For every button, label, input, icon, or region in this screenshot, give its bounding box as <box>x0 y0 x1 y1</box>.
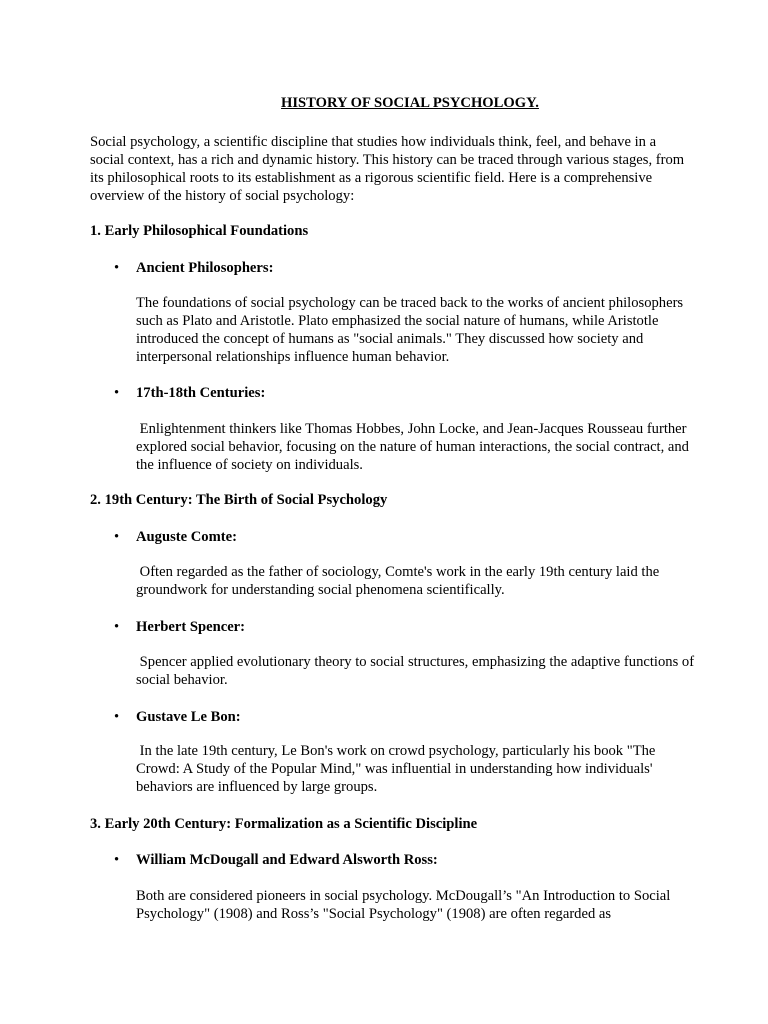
item-text: Often regarded as the father of sociology, Comte's work in the early 19th century laid the groundwork for understanding social phenomena scientifically. <box>136 564 663 598</box>
bullet-icon: • <box>114 385 120 401</box>
item-text: The foundations of social psychology can be traced back to the works of ancient philosophers such as Plato and Aristotle. Plato emphasized the social nature of humans, while Aristotle introduced the concept of humans as "social animals." They discussed how society and interpersonal relationships influence human behavior. <box>136 295 684 365</box>
bullet-icon: • <box>114 529 120 545</box>
item-label: Herbert Spencer: <box>136 619 246 635</box>
item-text: Enlightenment thinkers like Thomas Hobbes, John Locke, and Jean-Jacques Rousseau further explored social behavior, focusing on the nature of human interactions, the social contract, and the influence of society on individuals. <box>136 421 693 473</box>
item-label: William McDougall and Edward Alsworth Ross: <box>136 852 438 868</box>
bullet-icon: • <box>114 619 120 635</box>
item-label: Gustave Le Bon: <box>136 709 241 725</box>
section-heading: 2. 19th Century: The Birth of Social Psychology <box>90 492 388 508</box>
bullet-icon: • <box>114 709 120 725</box>
document-title: HISTORY OF SOCIAL PSYCHOLOGY. <box>281 95 539 111</box>
bullet-icon: • <box>114 260 120 276</box>
intro-paragraph: Social psychology, a scientific discipline that studies how individuals think, feel, and behave in a social context, has a rich and dynamic history. This history can be traced through various stages, from its philosophical roots to its establishment as a rigorous scientific field. Here is a comprehensive overview of the history of social psychology: <box>90 134 685 204</box>
section-heading: 3. Early 20th Century: Formalization as a Scientific Discipline <box>90 816 478 832</box>
item-text: Spencer applied evolutionary theory to social structures, emphasizing the adaptive functions of social behavior. <box>136 654 698 688</box>
item-text: Both are considered pioneers in social psychology. McDougall’s "An Introduction to Social Psychology" (1908) and Ross’s "Social Psychology" (1908) are often regarded as <box>136 888 671 922</box>
item-label: Ancient Philosophers: <box>136 260 274 276</box>
item-label: Auguste Comte: <box>136 529 237 545</box>
item-text: In the late 19th century, Le Bon's work on crowd psychology, particularly his book "The Crowd: A Study of the Popular Mind," was influential in understanding how individuals' behaviors are influenced by large groups. <box>136 743 660 795</box>
bullet-icon: • <box>114 852 120 868</box>
item-label: 17th-18th Centuries: <box>136 385 266 401</box>
section-heading: 1. Early Philosophical Foundations <box>90 223 309 239</box>
